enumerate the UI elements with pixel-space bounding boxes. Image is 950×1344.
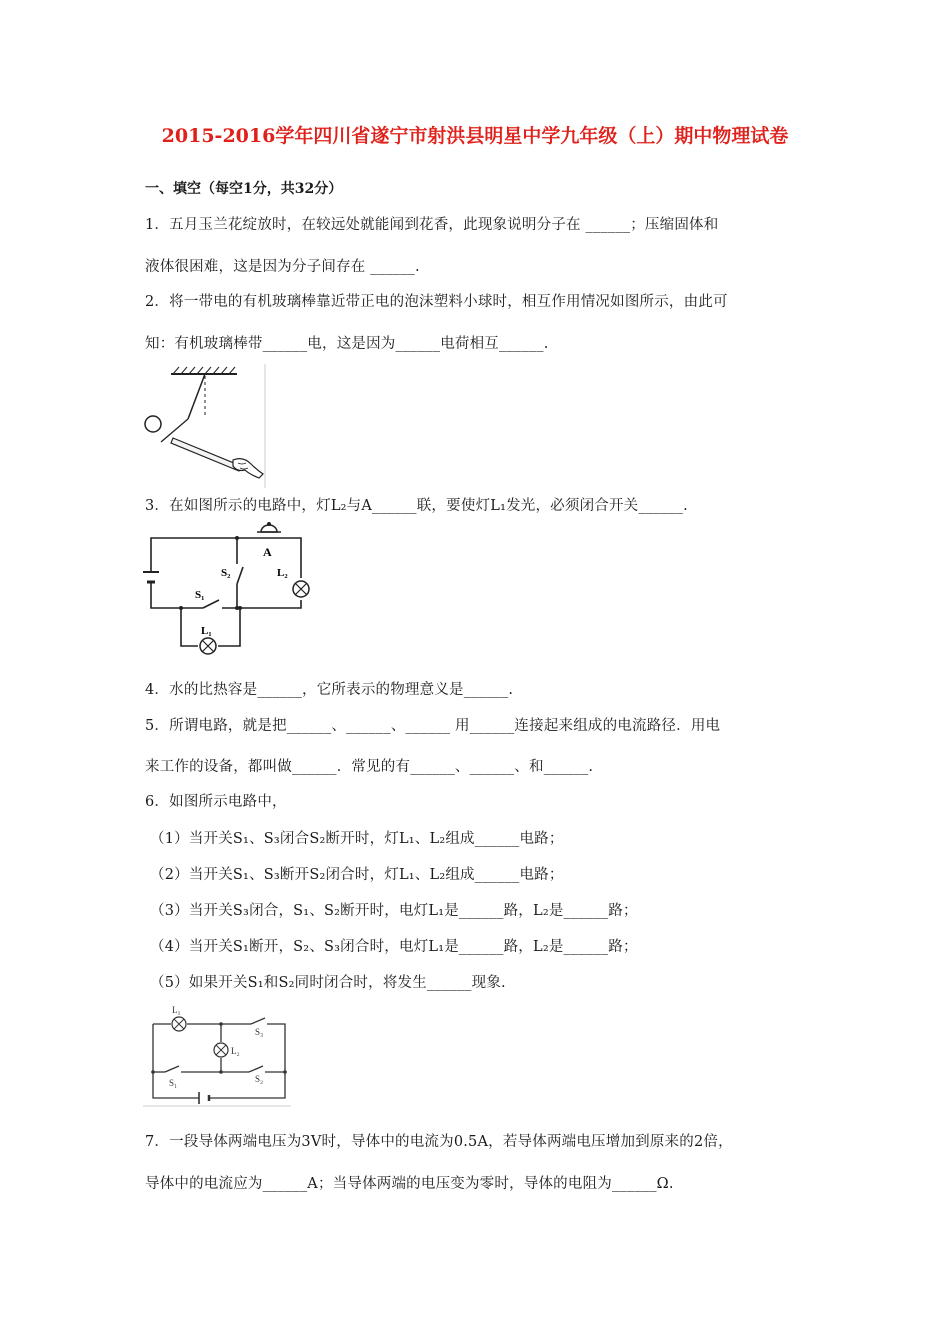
q6-item-2: （2）当开关S₁、S₃断开S₂闭合时，灯L₁、L₂组成______电路； — [150, 867, 564, 883]
q2-line-1: 2．将一带电的有机玻璃棒靠近带正电的泡沫塑料小球时，相互作用情况如图所示，由此可 — [145, 294, 728, 310]
q3-label-l2: L₂ — [277, 567, 288, 579]
section-heading: 一、填空（每空1分，共32分） — [145, 181, 343, 197]
q6-label-l2: L₂ — [231, 1046, 240, 1056]
q2-line-2: 知：有机玻璃棒带______电，这是因为______电荷相互______. — [145, 336, 549, 352]
q6-item-3: （3）当开关S₃闭合，S₁、S₂断开时，电灯L₁是______路，L₂是______路； — [150, 903, 638, 919]
q1-line-1: 1．五月玉兰花绽放时，在较远处就能闻到花香，此现象说明分子在 ______；压缩固体和 — [145, 217, 719, 233]
q1-line-2: 液体很困难，这是因为分子间存在 ______. — [145, 259, 420, 275]
q6-circuit-figure — [143, 1002, 291, 1108]
q6-item-4: （4）当开关S₁断开，S₂、S₃闭合时，电灯L₁是______路，L₂是______路； — [150, 939, 638, 955]
q2-figure-ball-and-rod — [143, 364, 269, 488]
q6-label-s1: S₁ — [169, 1078, 178, 1088]
q5-line-1: 5．所谓电路，就是把______、______、______ 用______连接起来组成的电流路径．用电 — [145, 718, 721, 734]
q3-circuit-figure — [143, 520, 311, 660]
q3-label-s2: S₂ — [221, 567, 231, 579]
q6-label-l1: L₁ — [172, 1005, 181, 1015]
q7-line-1: 7．一段导体两端电压为3V时，导体中的电流为0.5A，若导体两端电压增加到原来的2倍， — [145, 1134, 733, 1150]
page-title: 2015-2016学年四川省遂宁市射洪县明星中学九年级（上）期中物理试卷 — [161, 125, 789, 147]
q3-label-ammeter: A — [263, 545, 272, 559]
q7-line-2: 导体中的电流应为______A；当导体两端的电压变为零时，导体的电阻为______Ω. — [145, 1176, 674, 1192]
q6-label-s3: S₃ — [255, 1027, 264, 1037]
q3-label-s1: S₁ — [195, 589, 205, 601]
q6-item-5: （5）如果开关S₁和S₂同时闭合时，将发生______现象. — [150, 975, 506, 991]
q3-text: 3．在如图所示的电路中，灯L₂与A______联，要使灯L₁发光，必须闭合开关______. — [145, 498, 688, 514]
q6-item-1: （1）当开关S₁、S₃闭合S₂断开时，灯L₁、L₂组成______电路； — [150, 831, 564, 847]
q4-text: 4．水的比热容是______，它所表示的物理意义是______. — [145, 682, 514, 698]
q5-line-2: 来工作的设备，都叫做______．常见的有______、______、和______. — [145, 759, 594, 775]
q6-label-s2: S₂ — [255, 1074, 264, 1084]
q3-label-l1: L₁ — [201, 625, 212, 637]
q6-intro: 6．如图所示电路中， — [145, 794, 287, 810]
